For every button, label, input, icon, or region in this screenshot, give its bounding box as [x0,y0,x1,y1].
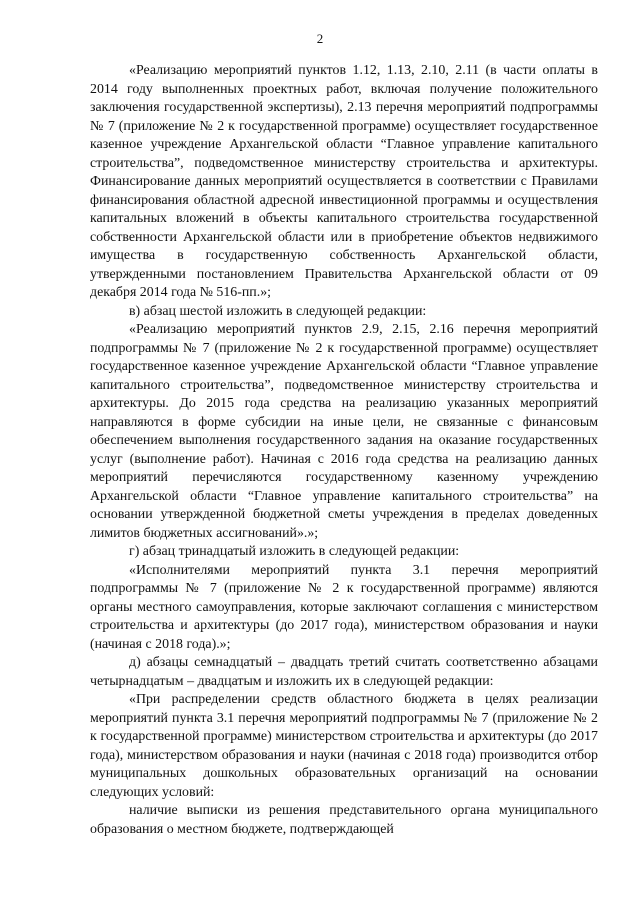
paragraph-item-v: в) абзац шестой изложить в следующей редакции: [129,303,427,319]
paragraph-item-d: д) абзацы семнадцатый – двадцать третий считать соответственно абзацами четырнадцатым – двадцатым и изложить их в следующей редакции: [90,655,598,689]
paragraph-quote-implementation: «Реализацию мероприятий пунктов 1.12, 1.13, 2.10, 2.11 (в части оплаты в 2014 году выполненных проектных работ, включая получение положительного заключения государственной экспертизы), 2.13 перечня мероприятий подпрограммы № 7 (приложение № 2 к государственной программе) осуществляет государственное казенное учреждение Архангельской области “Главное управление капитального строительства”, подведомственное министерству строительства и архитектуры. Финансирование данных мероприятий осуществляется в соответствии с Правилами финансирования областной адресной инвестиционной программы и осуществления капитальных вложений в объекты капитального строительства государственной собственности Архангельской области или в приобретение объектов недвижимого имущества в государственную собственность Архангельской области, утвержденными постановлением Правительства Архангельской области от 09 декабря 2014 года № 516-пп.»; [90,63,598,300]
document-body [90,62,598,839]
paragraph-quote-funding: «Реализацию мероприятий пунктов 2.9, 2.15, 2.16 перечня мероприятий подпрограммы № 7 (приложение № 2 к государственной программе) осуществляет государственное казенное учреждение Архангельской области “Главное управление капитального строительства”, подведомственное министерству строительства и архитектуры. До 2015 года средства на реализацию указанных мероприятий направляются в форме субсидии на иные цели, не связанные с финансовым обеспечением выполнения государственного задания на оказание государственных услуг (выполнение работ). Начиная с 2016 года средства на реализацию данных мероприятий перечисляются государственному казенному учреждению Архангельской области “Главное управление капитального строительства” на основании утвержденной бюджетной сметы учреждения в пределах доведенных лимитов бюджетных ассигнований».»; [90,322,598,541]
page-number: 2 [316,31,324,46]
paragraph-condition: наличие выписки из решения представительного органа муниципального образования о местном бюджете, подтверждающей [90,803,598,837]
paragraph-quote-distribution: «При распределении средств областного бюджета в целях реализации мероприятий пункта 3.1 перечня мероприятий подпрограммы № 7 (приложение № 2 к государственной программе) министерством строительства и архитектуры (до 2017 года), министерством образования и науки (начиная с 2018 года) производится отбор муниципальных дошкольных образовательных организаций на основании следующих условий: [90,692,598,800]
paragraph-item-g: г) абзац тринадцатый изложить в следующей редакции: [129,544,460,559]
paragraph-quote-executors: «Исполнителями мероприятий пункта 3.1 перечня мероприятий подпрограммы № 7 (приложение № 2 к государственной программе) являются органы местного самоуправления, которые заключают соглашения с министерством строительства и архитектуры (до 2017 года), министерством образования и науки (начиная с 2018 года).»; [90,562,598,652]
